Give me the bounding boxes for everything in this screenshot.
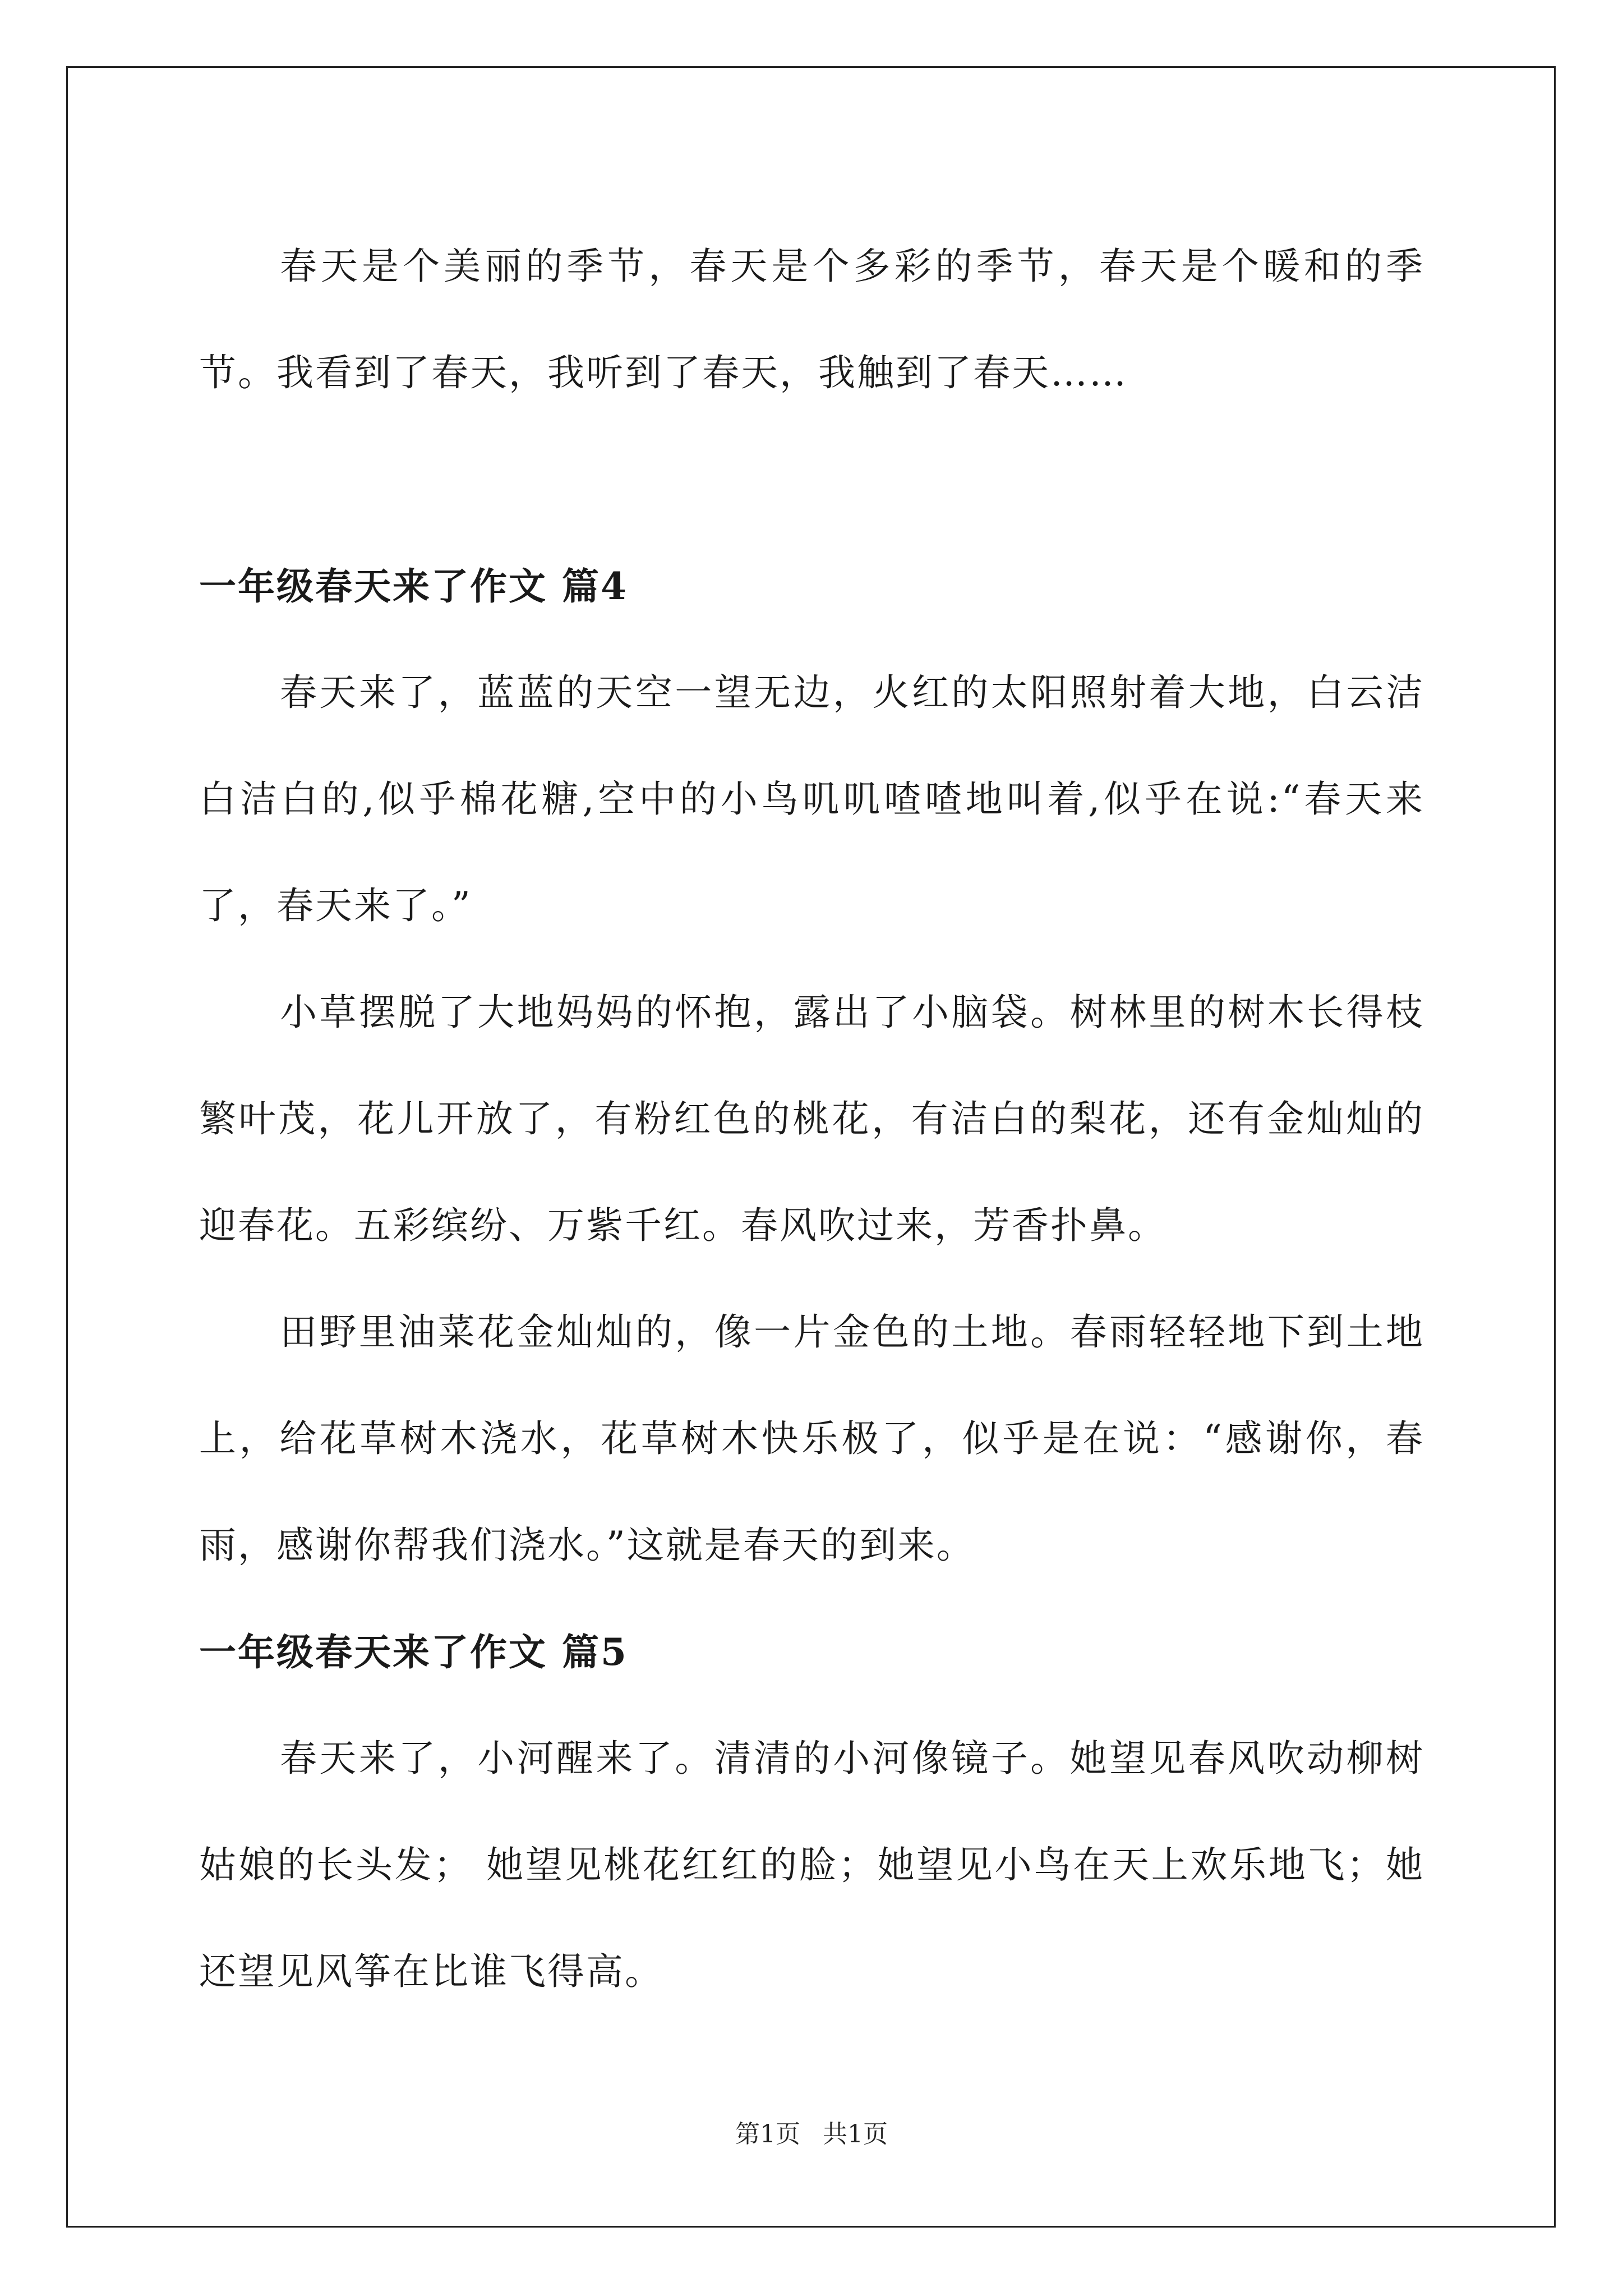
section-4-heading: 一年级春天来了作文 篇4 xyxy=(199,564,628,608)
section-4-paragraph-1: 春天来了，蓝蓝的天空一望无边，火红的太阳照射着大地，白云洁白洁白的,似乎棉花糖,空中的小鸟叽叽喳喳地叫着,似乎在说:“春天来了，春天来了。” xyxy=(199,671,1424,927)
page-total: 共1页 xyxy=(823,2120,888,2148)
document-body xyxy=(199,213,1424,2025)
section-4-paragraph-3: 田野里油菜花金灿灿的，像一片金色的土地。春雨轻轻地下到土地上，给花草树木浇水，花草树木快乐极了，似乎是在说：“感谢你，春雨，感谢你帮我们浇水。”这就是春天的到来。 xyxy=(199,1310,1424,1567)
page-footer xyxy=(0,2114,1623,2150)
section-5-heading: 一年级春天来了作文 篇5 xyxy=(199,1630,628,1674)
intro-paragraph: 春天是个美丽的季节，春天是个多彩的季节，春天是个暖和的季节。我看到了春天，我听到了春天，我触到了春天…… xyxy=(199,245,1424,394)
page-number: 第1页 xyxy=(735,2120,800,2148)
section-4-paragraph-2: 小草摆脱了大地妈妈的怀抱，露出了小脑袋。树林里的树木长得枝繁叶茂，花儿开放了，有粉红色的桃花，有洁白的梨花，还有金灿灿的迎春花。五彩缤纷、万紫千红。春风吹过来，芳香扑鼻。 xyxy=(199,991,1424,1247)
section-spacer xyxy=(199,426,1424,533)
section-5-paragraph-1: 春天来了，小河醒来了。清清的小河像镜子。她望见春风吹动柳树姑娘的长头发； 她望见桃花红红的脸；她望见小鸟在天上欢乐地飞；她还望见风筝在比谁飞得高。 xyxy=(199,1737,1424,1993)
